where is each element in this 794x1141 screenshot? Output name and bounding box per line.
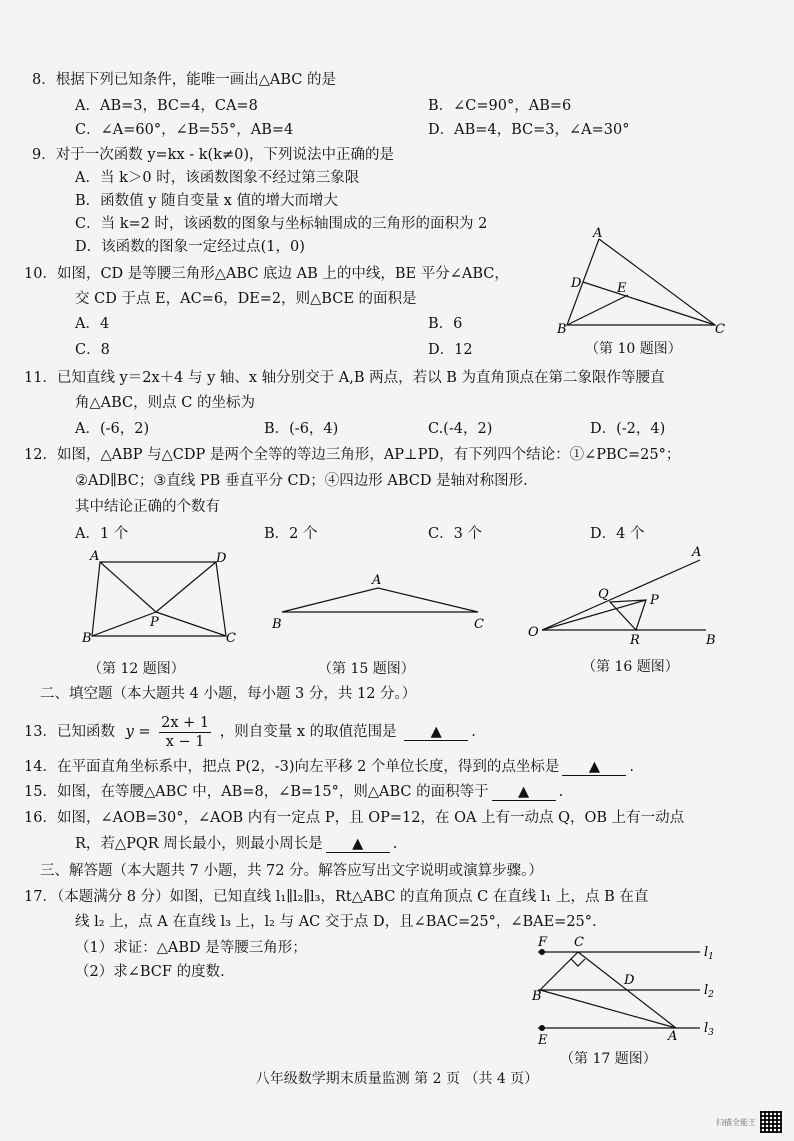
q17-caption: （第 17 题图）: [560, 1051, 657, 1067]
q17-label-a: A: [668, 1029, 678, 1044]
q15-label-a: A: [372, 573, 382, 588]
q12-stem-line1: 12．如图，△ABP 与△CDP 是两个全等的等边三角形，AP⊥PD，有下列四个结论：①∠PBC=25°；: [24, 447, 681, 463]
q17-label-l2: $l_2$: [704, 983, 714, 1000]
q17-label-d: D: [624, 973, 635, 988]
q17-point-e: [539, 1025, 545, 1031]
scanner-watermark: [716, 1111, 782, 1133]
q16-ray-oa: [542, 560, 700, 630]
q15-text: 15．如图，在等腰△ABC 中，AB=8，∠B=15°，则△ABC 的面积等于: [24, 784, 489, 800]
q13-fraction: [159, 714, 211, 751]
q15-answer-blank[interactable]: ▲: [492, 784, 556, 801]
q11-option-c: C.(-4，2): [428, 421, 493, 437]
q16-label-p: P: [650, 593, 659, 608]
q10-label-b: B: [557, 322, 567, 337]
q15-end: .: [558, 784, 564, 800]
q15-figure: [268, 568, 498, 638]
q9-option-c: C．当 k=2 时，该函数的图象与坐标轴围成的三角形的面积为 2: [75, 216, 488, 232]
q13-y: y =: [125, 724, 151, 740]
q14: [24, 757, 634, 777]
q16-label-q: Q: [598, 587, 609, 602]
q17-figure: [528, 930, 728, 1046]
q10-label-a: A: [593, 226, 603, 241]
q12-stem-line3: 其中结论正确的个数有: [75, 499, 220, 515]
q12-figure: [82, 550, 242, 650]
q16-label-b: B: [706, 633, 716, 648]
q12-label-p: P: [150, 615, 159, 630]
q17-part-1: （1）求证：△ABD 是等腰三角形；: [75, 940, 307, 956]
q15-label-c: C: [474, 617, 484, 632]
q8-option-d: D．AB=4，BC=3，∠A=30°: [428, 122, 630, 138]
q15-label-b: B: [272, 617, 282, 632]
q10-triangle: [567, 239, 715, 325]
q11-stem-line2: 角△ABC，则点 C 的坐标为: [75, 395, 255, 411]
q17-label-f: F: [538, 935, 548, 950]
q8-stem: 8．根据下列已知条件，能唯一画出△ABC 的是: [32, 72, 336, 88]
q11-stem-line1: 11．已知直线 y＝2x＋4 与 y 轴、x 轴分别交于 A,B 两点，若以 B 为直角顶点在第二象限作等腰直: [24, 370, 665, 386]
q10-label-d: D: [571, 276, 582, 291]
q12-label-b: B: [82, 631, 92, 646]
watermark-text: 扫描全能王: [716, 1117, 756, 1127]
q14-end: .: [629, 759, 635, 775]
q9-option-a: A．当 k＞0 时，该函数图象不经过第三象限: [75, 170, 360, 186]
qr-code-icon: [760, 1111, 782, 1133]
q16-end: .: [392, 836, 398, 852]
q13: [24, 712, 476, 752]
q10-option-d: D．12: [428, 342, 473, 358]
q12-label-d: D: [216, 551, 227, 566]
q17-stem-line2: 线 l₂ 上，点 A 在直线 l₃ 上，l₂ 与 AC 交于点 D，且∠BAC=25°，∠BAE=25°.: [75, 914, 597, 930]
q13-answer-blank[interactable]: ▲: [404, 724, 468, 741]
q16-label-r: R: [630, 633, 640, 648]
q13-end: .: [471, 724, 476, 740]
q12-option-c: C．3 个: [428, 526, 482, 542]
q16-label-o: O: [528, 625, 539, 640]
q8-option-c: C．∠A=60°，∠B=55°，AB=4: [75, 122, 294, 138]
q9-stem: 9．对于一次函数 y=kx - k(k≠0)，下列说法中正确的是: [32, 147, 395, 163]
q16-stem-line2: [75, 834, 397, 854]
q12-label-a: A: [90, 550, 100, 564]
q17-label-l1: $l_1$: [704, 945, 714, 962]
q16-stem-line1: 16．如图，∠AOB=30°，∠AOB 内有一定点 P，且 OP=12，在 OA 上有一动点 Q，OB 上有一动点: [24, 810, 685, 826]
q10-stem-line2: 交 CD 于点 E，AC=6，DE=2，则△BCE 的面积是: [75, 291, 417, 307]
q17-segment-ba: [540, 990, 676, 1028]
q17-stem-line1: 17．（本题满分 8 分）如图，已知直线 l₁∥l₂∥l₃，Rt△ABC 的直角顶点 C 在直线 l₁ 上，点 B 在直: [24, 889, 649, 905]
q16-text: R，若△PQR 周长最小，则最小周长是: [75, 836, 323, 852]
q10-stem-line1: 10．如图，CD 是等腰三角形△ABC 底边 AB 上的中线，BE 平分∠ABC，: [24, 266, 509, 282]
q8-option-a: A．AB=3，BC=4，CA=8: [75, 98, 258, 114]
q10-caption: （第 10 题图）: [585, 341, 682, 357]
q12-label-c: C: [226, 631, 236, 646]
q12-option-b: B．2 个: [264, 526, 318, 542]
q9-option-b: B．函数值 y 随自变量 x 值的增大而增大: [75, 193, 338, 209]
q15-caption: （第 15 题图）: [318, 661, 415, 677]
q10-segment-cd: [583, 282, 715, 325]
q17-label-e: E: [538, 1033, 548, 1046]
q16-figure: [526, 542, 726, 648]
q12-caption: （第 12 题图）: [88, 661, 185, 677]
q10-label-e: E: [617, 281, 627, 296]
q11-option-b: B．(-6，4): [264, 421, 339, 437]
q16-label-a: A: [692, 545, 702, 560]
q11-option-a: A．(-6，2): [75, 421, 150, 437]
section-3-heading: 三、解答题（本大题共 7 小题，共 72 分。解答应写出文字说明或演算步骤。）: [40, 863, 543, 879]
page-footer: 八年级数学期末质量监测 第 2 页 （共 4 页）: [255, 1071, 539, 1087]
q14-text: 14．在平面直角坐标系中，把点 P(2，-3)向左平移 2 个单位长度，得到的点坐标是: [24, 759, 560, 775]
q13-numerator: 2x + 1: [161, 714, 210, 731]
section-2-heading: 二、填空题（本大题共 4 小题，每小题 3 分，共 12 分。）: [40, 686, 417, 702]
q16-caption: （第 16 题图）: [582, 659, 679, 675]
q10-label-c: C: [715, 322, 725, 337]
q16-answer-blank[interactable]: ▲: [326, 836, 390, 853]
q12-option-d: D．4 个: [590, 526, 645, 542]
q17-right-angle-mark: [571, 959, 585, 966]
q15: [24, 782, 563, 802]
q12-stem-line2: ②AD∥BC；③直线 PB 垂直平分 CD；④四边形 ABCD 是轴对称图形.: [75, 473, 528, 489]
q10-option-c: C．8: [75, 342, 110, 358]
q16-segment-op: [542, 600, 646, 630]
q17-label-c: C: [574, 935, 584, 950]
q13-pre: 13．已知函数: [24, 724, 115, 740]
q16-triangle-pqr: [610, 600, 646, 630]
q13-denominator: x − 1: [165, 733, 205, 750]
q17-part-2: （2）求∠BCF 的度数.: [75, 964, 225, 980]
q12-option-a: A．1 个: [75, 526, 129, 542]
q8-option-b: B．∠C=90°，AB=6: [428, 98, 572, 114]
q17-label-l3: $l_3$: [704, 1021, 714, 1038]
q11-option-d: D．(-2，4): [590, 421, 666, 437]
q17-segment-cb: [540, 952, 578, 990]
q15-triangle: [282, 588, 478, 612]
q17-label-b: B: [532, 989, 542, 1004]
q10-figure: [555, 225, 735, 340]
q13-post: ，则自变量 x 的取值范围是: [219, 724, 397, 740]
q9-option-d: D．该函数的图象一定经过点(1，0): [75, 239, 305, 255]
q10-option-b: B．6: [428, 316, 463, 332]
q14-answer-blank[interactable]: ▲: [562, 759, 626, 776]
q10-option-a: A．4: [75, 316, 110, 332]
